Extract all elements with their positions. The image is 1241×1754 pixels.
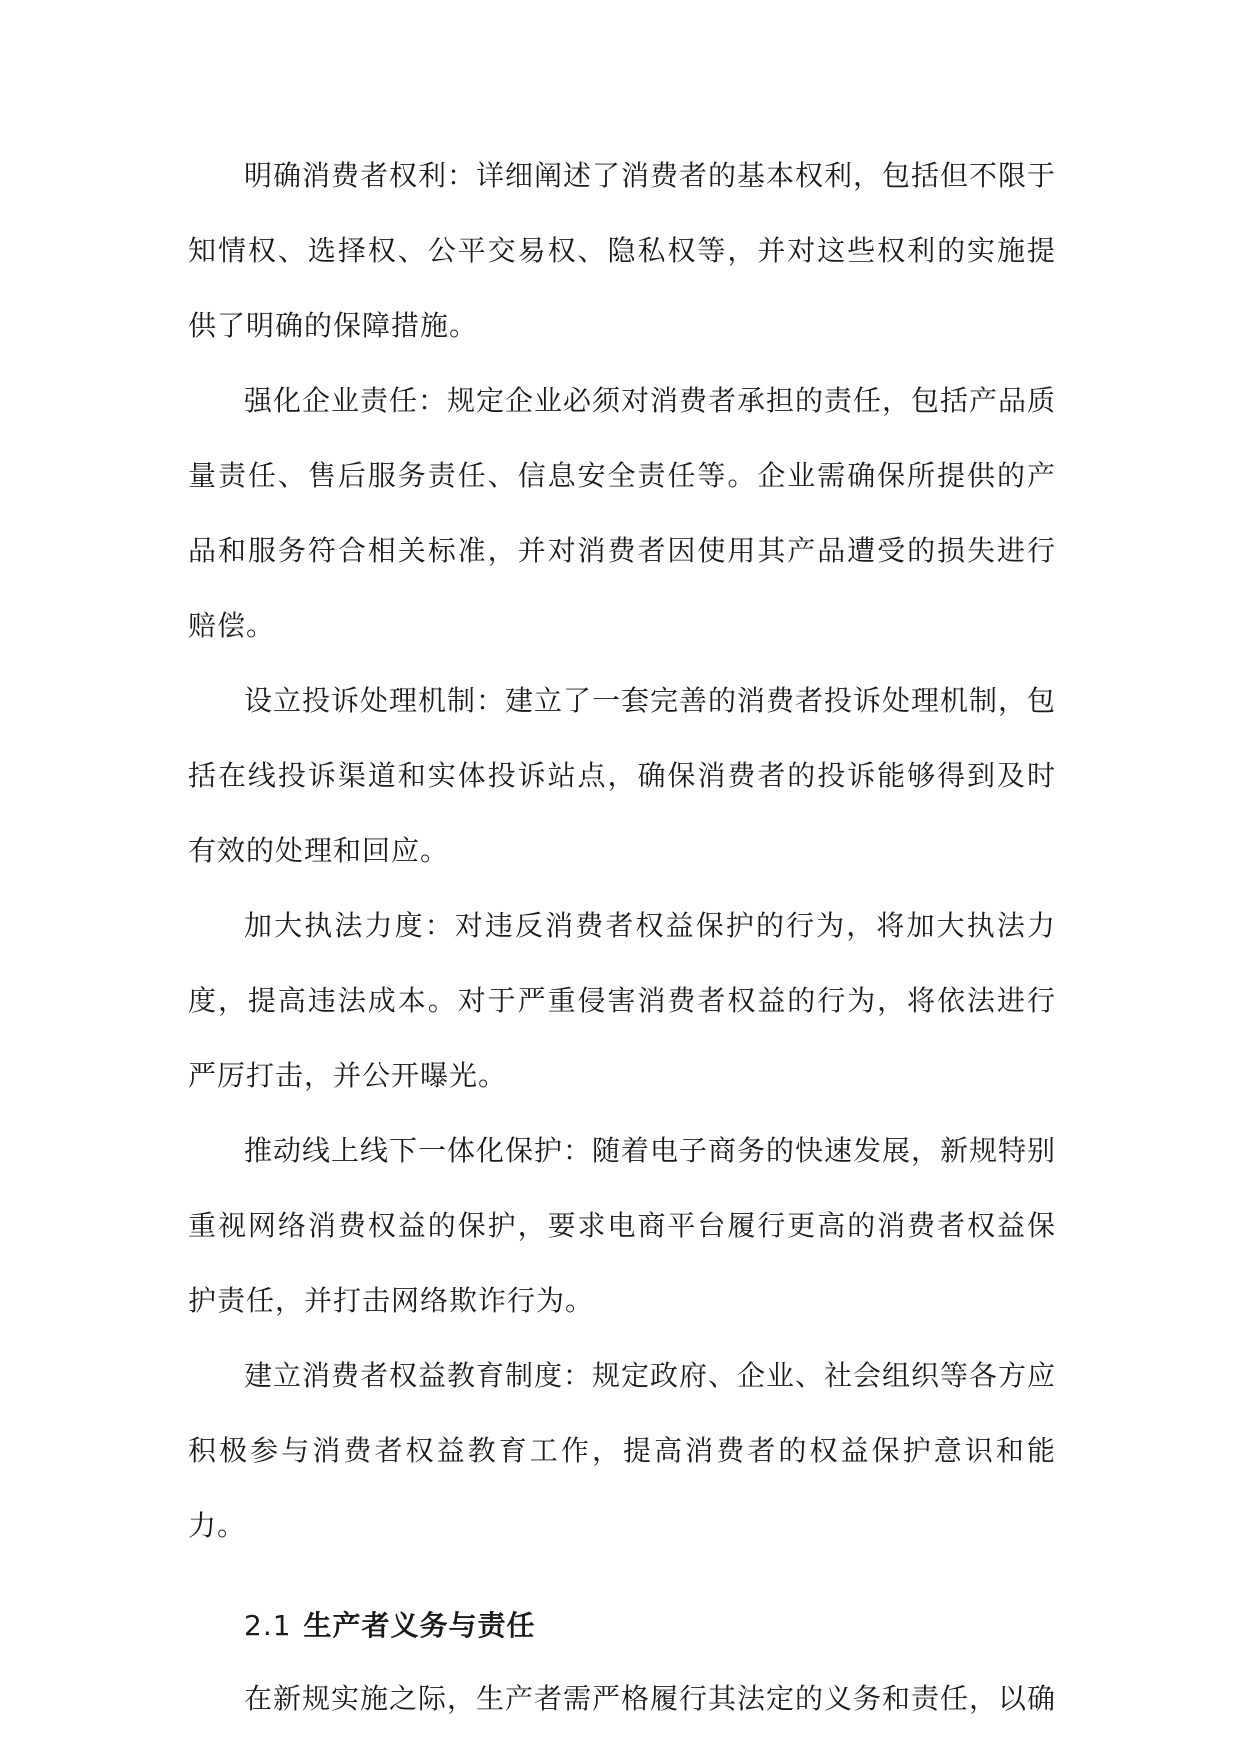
paragraph-producer-obligations: 在新规实施之际，生产者需严格履行其法定的义务和责任，以确 — [244, 1682, 1057, 1715]
paragraph-complaint-mechanism: 设立投诉处理机制：建立了一套完善的消费者投诉处理机制，包括在线投诉渠道和实体投诉站点，确保消费者的投诉能够得到及时有效的处理和回应。 — [188, 684, 1057, 867]
paragraph-law-enforcement: 加大执法力度：对违反消费者权益保护的行为，将加大执法力度，提高违法成本。对于严重侵害消费者权益的行为，将依法进行严厉打击，并公开曝光。 — [188, 909, 1056, 1092]
section-title: 生产者义务与责任 — [303, 1609, 536, 1642]
section-heading — [188, 1563, 1056, 1661]
paragraph-enterprise-responsibility: 强化企业责任：规定企业必须对消费者承担的责任，包括产品质量责任、售后服务责任、信息安全责任等。企业需确保所提供的产品和服务符合相关标准，并对消费者因使用其产品遭受的损失进行赔偿。 — [188, 384, 1057, 642]
paragraph-consumer-rights: 明确消费者权利：详细阐述了消费者的基本权利，包括但不限于知情权、选择权、公平交易权、隐私权等，并对这些权利的实施提供了明确的保障措施。 — [188, 159, 1057, 342]
document-body — [188, 138, 1056, 1736]
section-number: 2.1 — [244, 1609, 292, 1642]
paragraph-consumer-education: 建立消费者权益教育制度：规定政府、企业、社会组织等各方应积极参与消费者权益教育工作，提高消费者的权益保护意识和能力。 — [188, 1359, 1057, 1542]
paragraph-online-offline-protection: 推动线上线下一体化保护：随着电子商务的快速发展，新规特别重视网络消费权益的保护，要求电商平台履行更高的消费者权益保护责任，并打击网络欺诈行为。 — [188, 1134, 1057, 1317]
